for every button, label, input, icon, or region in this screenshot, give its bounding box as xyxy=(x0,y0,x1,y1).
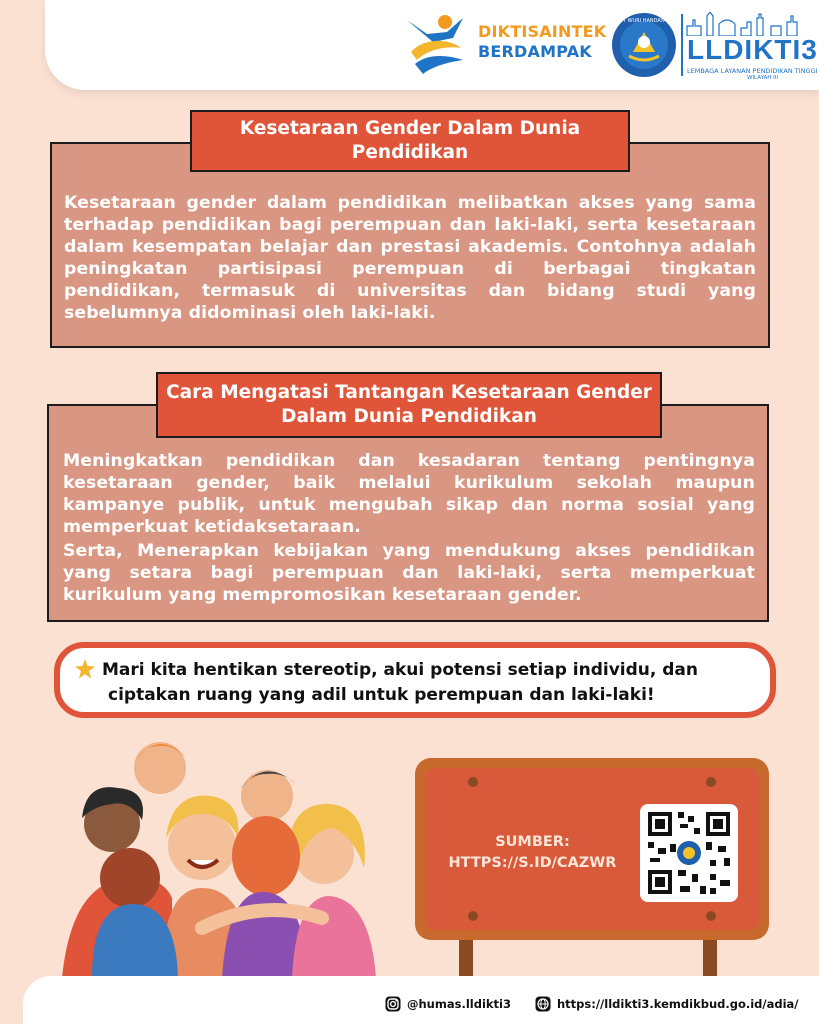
instagram-icon xyxy=(385,996,401,1012)
header-divider xyxy=(681,14,683,76)
callout-text xyxy=(102,658,698,708)
tut-wuri-handayani-emblem-icon xyxy=(611,12,677,78)
source-url[interactable]: HTTPS://S.ID/CAZWR xyxy=(448,855,617,871)
group-hug-illustration xyxy=(52,728,392,978)
brand-text xyxy=(478,22,606,62)
globe-icon xyxy=(535,996,551,1012)
skyline-icon xyxy=(685,12,805,36)
section1-box xyxy=(50,142,770,348)
website-url: https://lldikti3.kemdikbud.go.id/adia/ xyxy=(557,997,799,1011)
brand-line2: BERDAMPAK xyxy=(478,42,592,61)
callout-box xyxy=(54,642,776,718)
lldikti3-logo xyxy=(685,12,818,82)
section2-body1: Meningkatkan pendidikan dan kesadaran tentang pentingnya kesetaraan gender, baik melalui kurikulum sekolah maupun kampanye publik, untuk mengubah sikap dan norma sosial yang memperkuat ketidaksetaraan. xyxy=(63,451,755,537)
section1-body: Kesetaraan gender dalam pendidikan melibatkan akses yang sama terhadap pendidikan bagi perempuan dan laki-laki, serta kesetaraan dalam kesempatan belajar dan prestasi akademis. Contohnya adalah peningkatan partisipasi perempuan di berbagai tingkatan pendidikan, termasuk di universitas dan bidang studi yang sebelumnya didominasi oleh laki-laki. xyxy=(64,193,756,323)
diktisaintek-logo-icon xyxy=(403,12,469,76)
lldikti3-wordmark: LLDIKTI3 xyxy=(687,34,818,65)
footer-website[interactable] xyxy=(535,996,799,1012)
qr-code-icon[interactable] xyxy=(640,804,738,902)
section2-body2: Serta, Menerapkan kebijakan yang mendukung akses pendidikan yang setara bagi perempuan dan laki-laki, serta memperkuat kurikulum yang mempromosikan kesetaraan gender. xyxy=(63,541,755,605)
source-text xyxy=(440,832,625,874)
callout-line2: ciptakan ruang yang adil untuk perempuan dan laki-laki! xyxy=(108,685,655,705)
star-icon xyxy=(74,658,96,680)
lldikti3-region: WILAYAH III xyxy=(747,75,779,81)
instagram-handle: @humas.lldikti3 xyxy=(407,997,511,1011)
brand-line1: DIKTISAINTEK xyxy=(478,22,607,41)
footer-instagram[interactable] xyxy=(385,996,511,1012)
callout-line1: Mari kita hentikan stereotip, akui potensi setiap individu, dan xyxy=(102,660,699,680)
emblem-text: TUT WURI HANDAYANI xyxy=(616,18,672,24)
footer-bar xyxy=(23,976,819,1024)
section2-title: Cara Mengatasi Tantangan Kesetaraan Gender Dalam Dunia Pendidikan xyxy=(156,372,662,438)
lldikti3-subtitle: LEMBAGA LAYANAN PENDIDIKAN TINGGI xyxy=(687,67,818,75)
source-label: SUMBER: xyxy=(495,834,570,850)
header-bar xyxy=(45,0,819,90)
section1-title: Kesetaraan Gender Dalam Dunia Pendidikan xyxy=(190,110,630,172)
